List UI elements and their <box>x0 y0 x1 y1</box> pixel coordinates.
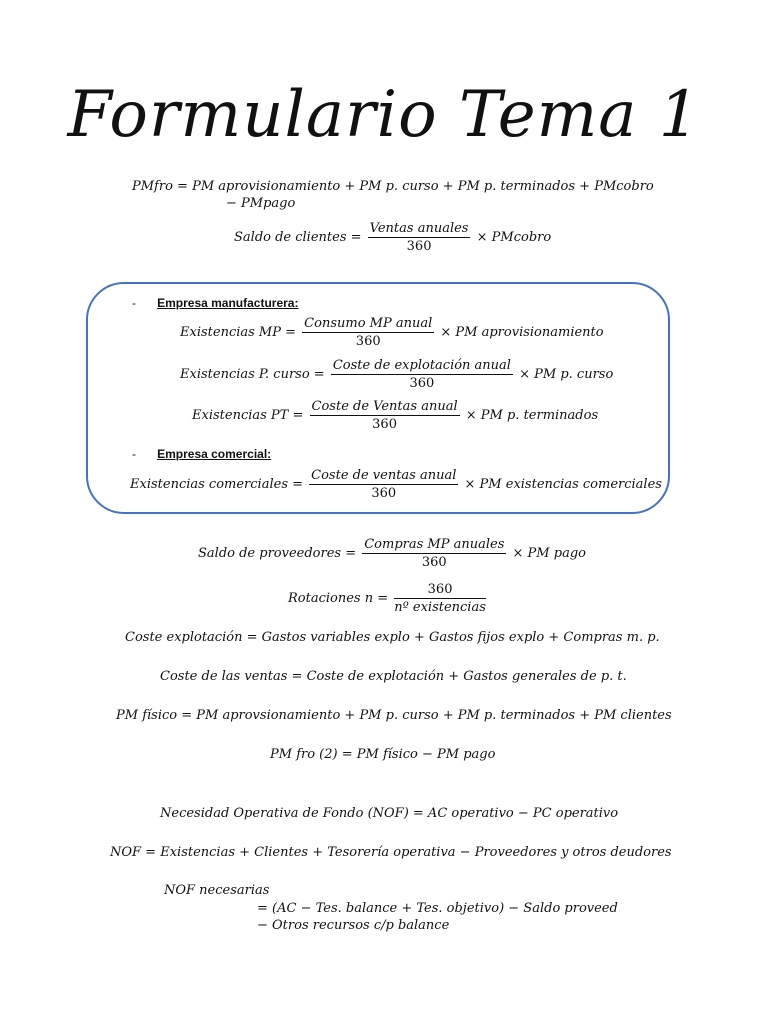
formula-existencias-pcurso <box>180 358 613 391</box>
fraction-denominator: 360 <box>371 486 397 501</box>
formula-saldo-proveedores <box>198 537 586 570</box>
formula-lhs: Existencias comerciales = <box>130 477 304 492</box>
formula-rhs: × PM pago <box>512 546 586 561</box>
formula-lhs: Saldo de clientes = <box>234 230 362 245</box>
formula-lhs: Existencias PT = <box>192 408 304 423</box>
fraction <box>310 399 460 432</box>
bullet-dash: - <box>132 447 136 461</box>
formula-nof-definition: Necesidad Operativa de Fondo (NOF) = AC operativo − PC operativo <box>160 806 619 821</box>
formula-lhs: Saldo de proveedores = <box>198 546 357 561</box>
fraction-numerator: Coste de explotación anual <box>332 358 511 373</box>
fraction-numerator: 360 <box>394 582 486 599</box>
fraction-numerator: Compras MP anuales <box>364 537 505 552</box>
fraction-denominator: 360 <box>421 555 447 570</box>
fraction <box>368 221 471 254</box>
section-label: Empresa manufacturera: <box>157 296 299 310</box>
formula-existencias-mp <box>180 316 604 349</box>
formula-nof-necesarias-line2: = (AC − Tes. balance + Tes. objetivo) − Saldo proveed <box>257 901 618 916</box>
fraction-numerator: Coste de ventas anual <box>311 468 457 483</box>
formula-rhs: × PM p. terminados <box>465 408 599 423</box>
fraction <box>362 537 506 570</box>
formula-saldo-clientes <box>234 221 551 254</box>
fraction-denominator: 360 <box>372 417 397 432</box>
fraction-numerator: Consumo MP anual <box>304 316 433 331</box>
formula-lhs: Existencias P. curso = <box>180 367 325 382</box>
fraction-numerator: Coste de Ventas anual <box>311 399 458 414</box>
formula-nof-necesarias-line1: NOF necesarias <box>164 883 270 898</box>
formula-lhs: Existencias MP = <box>180 325 297 340</box>
section-comercial <box>132 443 271 462</box>
fraction <box>309 468 458 501</box>
fraction-denominator: 360 <box>355 334 381 349</box>
fraction-denominator: 360 <box>409 376 435 391</box>
fraction <box>331 358 513 391</box>
formula-pmfro-line2: − PMpago <box>226 196 296 211</box>
formula-nof-necesarias-line3: − Otros recursos c/p balance <box>257 918 450 933</box>
formula-existencias-pt <box>192 399 598 432</box>
formula-rhs: × PM aprovisionamiento <box>440 325 604 340</box>
formula-rhs: × PMcobro <box>476 230 552 245</box>
formula-rhs: × PM existencias comerciales <box>464 477 662 492</box>
page-title: Formulario Tema 1 <box>67 78 701 152</box>
formula-coste-explotacion: Coste explotación = Gastos variables explo + Gastos fijos explo + Compras m. p. <box>125 630 660 645</box>
formula-coste-ventas: Coste de las ventas = Coste de explotación + Gastos generales de p. t. <box>160 669 627 684</box>
formula-lhs: Rotaciones n = <box>288 591 389 606</box>
formula-existencias-comerciales <box>130 468 662 501</box>
formula-rotaciones <box>288 582 488 615</box>
formula-pmfro-line1: PMfro = PM aprovisionamiento + PM p. curso + PM p. terminados + PMcobro <box>132 179 654 194</box>
formula-pm-fisico: PM físico = PM aprovsionamiento + PM p. curso + PM p. terminados + PM clientes <box>116 708 672 723</box>
fraction <box>302 316 434 349</box>
bullet-dash: - <box>132 296 136 310</box>
fraction-denominator: 360 <box>406 239 432 254</box>
section-manufacturera <box>132 292 298 311</box>
fraction <box>394 582 486 615</box>
section-label: Empresa comercial: <box>157 447 272 461</box>
formula-pm-fro-2: PM fro (2) = PM físico − PM pago <box>270 747 496 762</box>
fraction-numerator: Ventas anuales <box>369 221 469 236</box>
formula-nof: NOF = Existencias + Clientes + Tesorería operativa − Proveedores y otros deudores <box>110 845 672 860</box>
fraction-denominator: nº existencias <box>394 600 486 615</box>
formula-rhs: × PM p. curso <box>519 367 614 382</box>
